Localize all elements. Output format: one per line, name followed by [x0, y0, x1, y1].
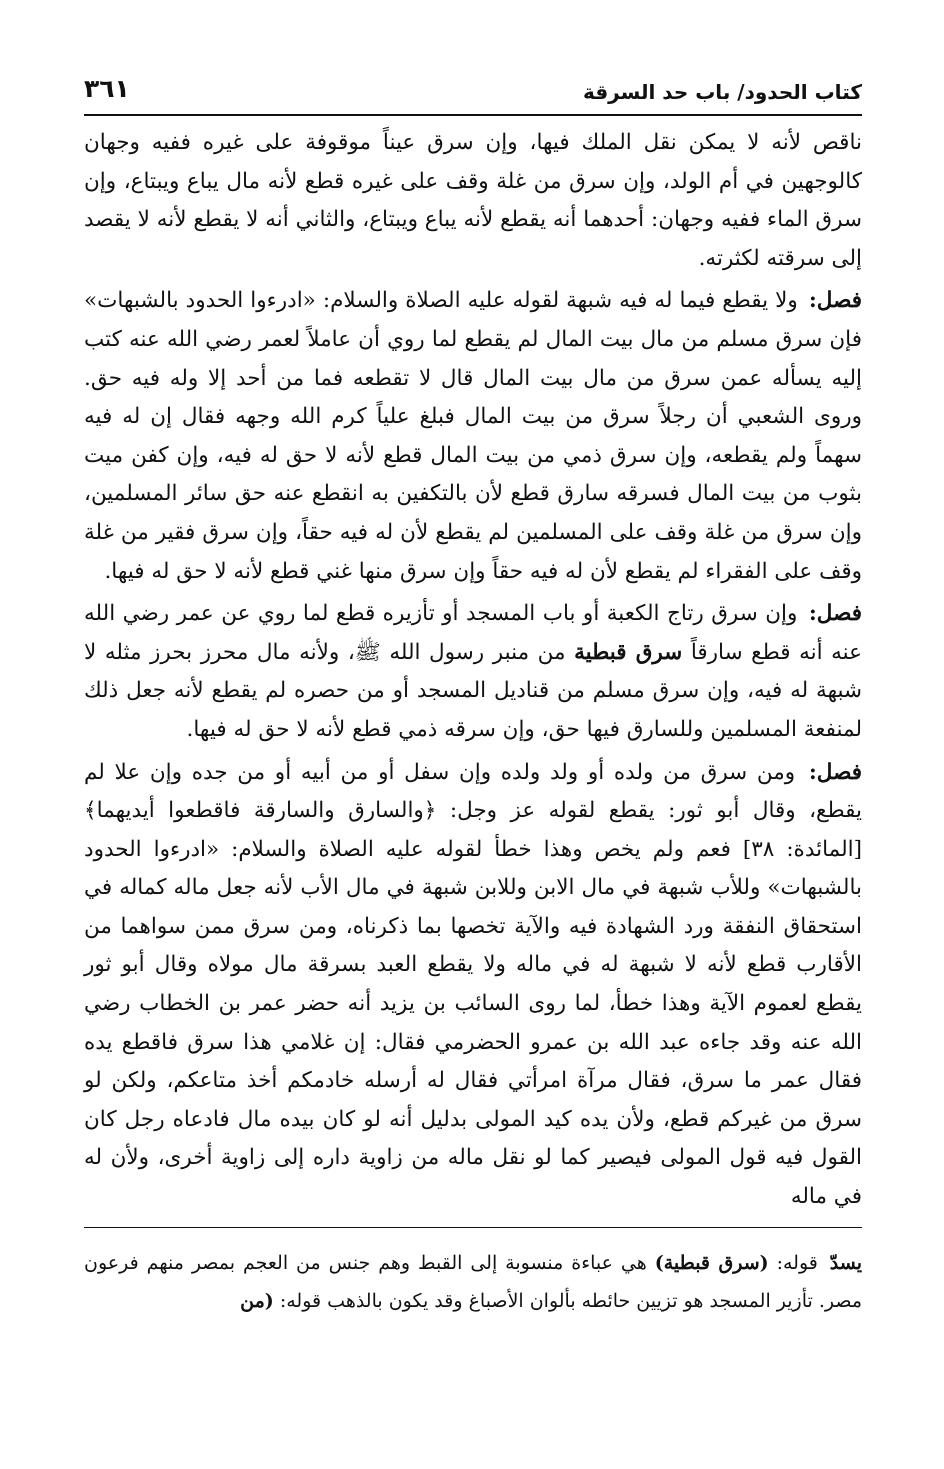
running-title: كتاب الحدود/ باب حد السرقة	[582, 80, 862, 104]
page-number: ٣٦١	[84, 74, 130, 103]
paragraph-text: وإن سرق رتاج الكعبة أو باب المسجد أو تأزيره قطع لما روي عن عمر رضي الله عنه أنه قطع سارقاً	[84, 601, 862, 665]
annotated-term: سرق قبطية	[574, 639, 683, 665]
paragraph-text: ناقص لأنه لا يمكن نقل الملك فيها، وإن سرق عيناً موقوفة على غيره ففيه وجهان كالوجهين في أم الولد، وإن سرق من غلة وقف على غيره قطع لأنه مال يباع ويبتاع، وإن سرق الماء ففيه وجهان: أحدهما أنه يقطع لأنه يباع ويبتاع، والثاني أنه لا يقطع لأنه لا يقصد إلى سرقته لكثرته.	[84, 130, 862, 271]
section-marker: فصل:	[808, 601, 862, 627]
paragraph-4	[84, 754, 862, 1217]
page-header	[84, 72, 862, 116]
paragraph-3	[84, 595, 862, 749]
footnote	[84, 1244, 862, 1320]
header-divider	[84, 114, 862, 116]
section-marker: فصل:	[808, 759, 862, 785]
footnote-text: هي عباءة منسوبة إلى القبط وهم جنس من العجم بمصر منهم فرعون مصر. تأزير المسجد هو تزيين حائطه بألوان الأصباغ وقد يكون بالذهب قوله:	[84, 1252, 862, 1312]
main-text	[84, 124, 862, 1220]
footnote-divider	[84, 1227, 862, 1228]
section-marker: فصل:	[808, 288, 862, 314]
paragraph-1	[84, 124, 862, 278]
footnote-term-continued: (من	[240, 1290, 274, 1312]
paragraph-text: ومن سرق من ولده أو ولد ولده وإن سفل أو من أبيه أو من جده وإن علا لم يقطع، وقال أبو ثور: يقطع لقوله عز وجل: ﴿والسارق والسارقة فاقطعوا أيديهما﴾ [المائدة: ٣٨] فعم ولم يخص وهذا خطأ لقوله عليه الصلاة والسلام: «ادرءوا الحدود بالشبهات» وللأب شبهة في مال الابن وللابن شبهة في مال الأب لأنه جعل ماله كماله في استحقاق النفقة ورد الشهادة فيه والآية تخصها بما ذكرناه، ومن سرق ممن سواهما من الأقارب قطع لأنه لا شبهة له في ماله ولا يقطع العبد بسرقة مال مولاه وقال أبو ثور يقطع لعموم الآية وهذا خطأ، لما روى السائب بن يزيد أنه حضر عمر بن الخطاب رضي الله عنه وقد جاءه عبد الله بن عمرو الحضرمي فقال: إن غلامي هذا سرق فاقطع يده فقال عمر ما سرق، فقال مرآة امرأتي فقال له أرسله خادمكم أخذ متاعكم، ولكن لو سرق من غيركم قطع، ولأن يده كيد المولى بدليل أنه لو كان بيده مال فادعاه رجل كان القول فيه قول المولى فيصير كما لو نقل ماله من زاوية داره إلى زاوية أخرى، ولأن له في ماله	[84, 759, 862, 1210]
footnote-text: قوله:	[776, 1252, 818, 1274]
paragraph-text: ولا يقطع فيما له فيه شبهة لقوله عليه الصلاة والسلام: «ادرءوا الحدود بالشبهات» فإن سرق مسلم من مال بيت المال لم يقطع لما روي أن عاملاً لعمر رضي الله عنه كتب إليه يسأله عمن سرق من مال بيت المال قال لا تقطعه فما من أحد إلا وله فيه حق. وروى الشعبي أن رجلاً سرق من بيت المال فبلغ علياً كرم الله وجهه فقال إن له فيه سهماً ولم يقطعه، وإن سرق ذمي من بيت المال قطع لأنه لا حق له فيه، وإن كفن ميت بثوب من بيت المال فسرقه سارق قطع لأن بالتكفين به انقطع عنه حق سائر المسلمين، وإن سرق من غلة وقف على المسلمين لم يقطع لأن له فيه حقاً، وإن سرق فقير من غلة وقف على الفقراء لم يقطع لأن له فيه حقاً وإن سرق منها غني قطع لأنه لا حق له فيها.	[84, 288, 862, 584]
paragraph-text: من منبر رسول الله ﷺ، ولأنه مال محرز بحرز مثله لا شبهة له فيه، وإن سرق مسلم من قناديل المسجد أو من حصره لم يقطع لأنه جعل ذلك لمنفعة المسلمين وللسارق فيها حق، وإن سرقه ذمي قطع لأنه لا حق له فيها.	[84, 639, 862, 742]
paragraph-2	[84, 282, 862, 591]
footnote-tag: يسدّ	[829, 1252, 862, 1274]
footnote-term: (سرق قبطية)	[654, 1252, 769, 1274]
